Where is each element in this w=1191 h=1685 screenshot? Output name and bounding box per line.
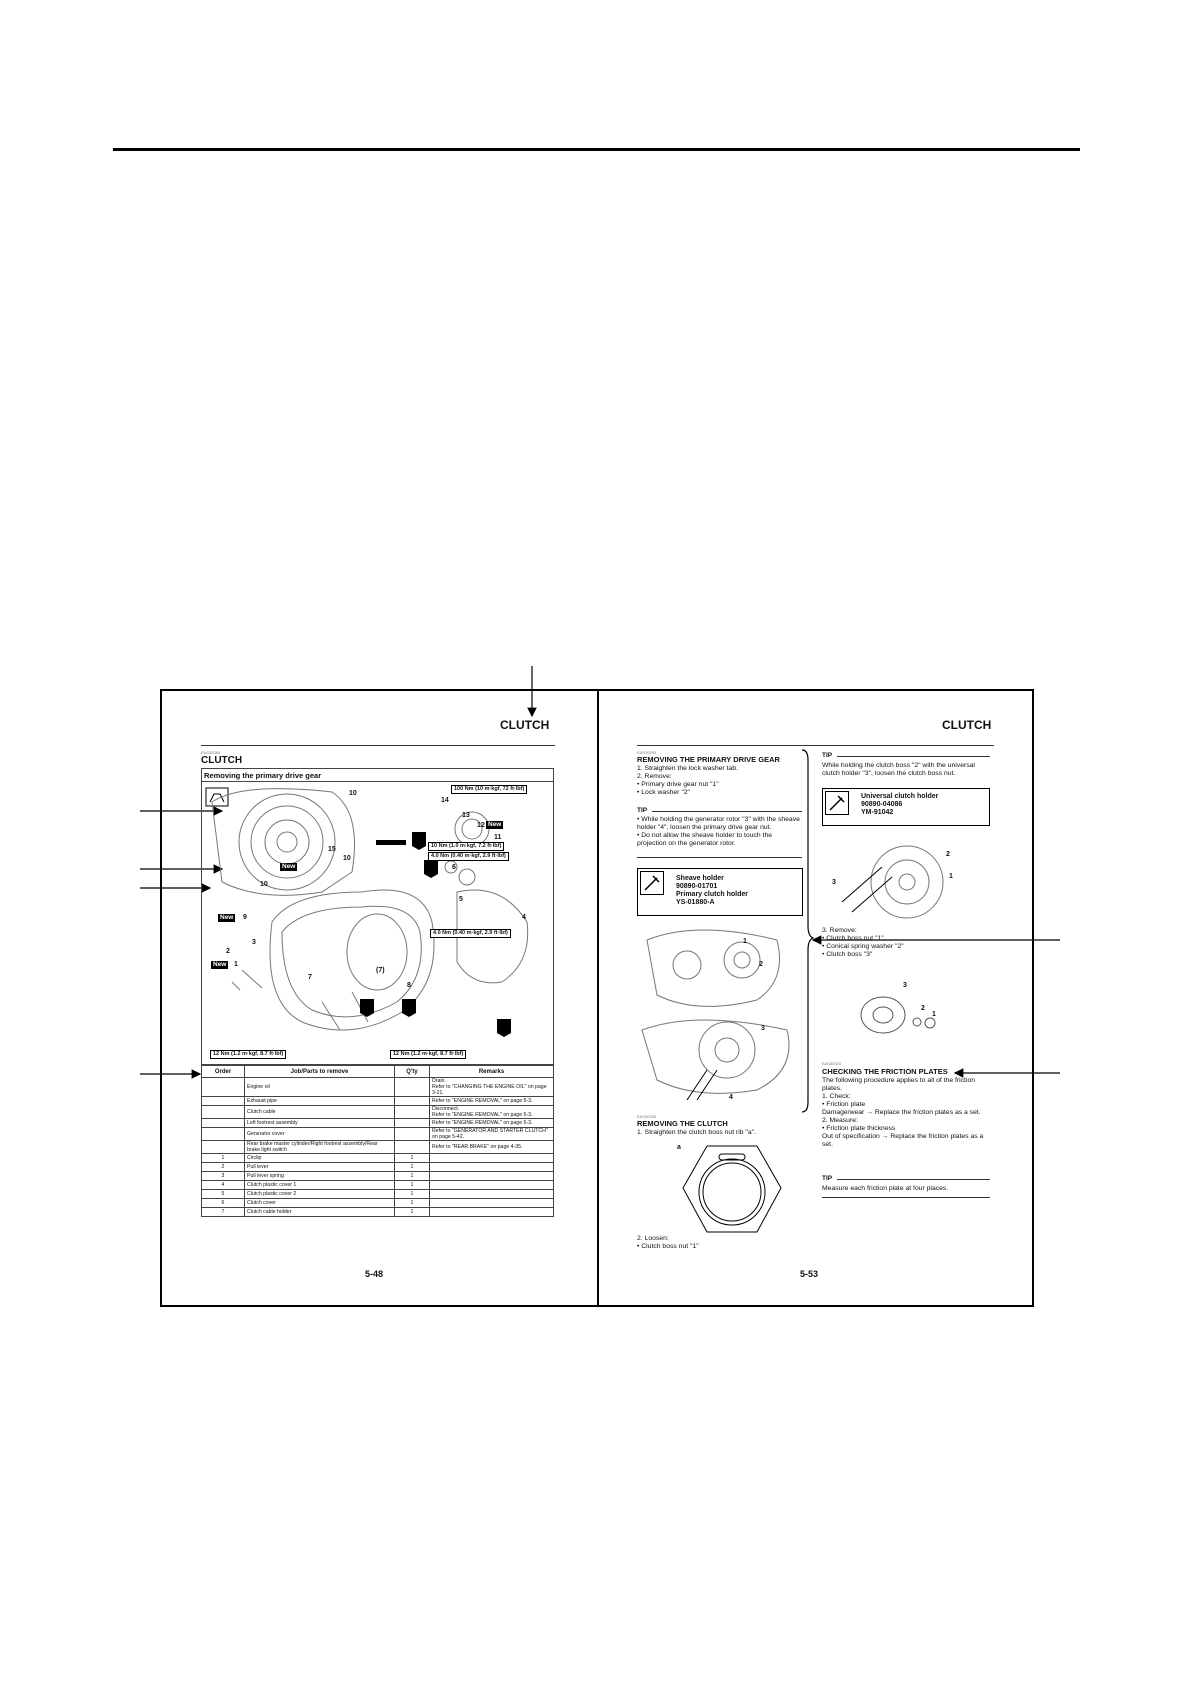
part-cell: Clutch cover (245, 1199, 395, 1208)
primary-drive-gear-photos (637, 920, 802, 1100)
rib-callout: a (677, 1144, 681, 1151)
order-cell: 7 (202, 1208, 245, 1217)
tip-rule (652, 811, 802, 812)
tip-text: While holding the clutch boss "2" with the universal clutch holder "3", loosen the clutch boss nut. (822, 762, 975, 777)
qty-cell: 1 (395, 1172, 430, 1181)
parts-callout: 1 (932, 1011, 936, 1018)
remarks-cell: Refer to "ENGINE REMOVAL" on page 5-3. (430, 1097, 554, 1106)
part-cell: Generator cover (245, 1128, 395, 1141)
parts-table (201, 1065, 554, 1217)
part-cell: Clutch cable (245, 1106, 395, 1119)
tip-rule (837, 1179, 990, 1180)
table-header-row (202, 1066, 554, 1078)
torque-spec: 4.0 Nm (0.40 m·kgf, 2.9 ft·lbf) (430, 929, 511, 938)
table-row (202, 1190, 554, 1199)
remarks-cell: Refer to "ENGINE REMOVAL" on page 5-3. (430, 1119, 554, 1128)
part-callout: 2 (226, 948, 230, 955)
left-header-rule (201, 745, 555, 746)
torque-spec: 12 Nm (1.2 m·kgf, 8.7 ft·lbf) (390, 1050, 466, 1059)
section-code: EAS30300 (637, 1114, 657, 1119)
left-section-title: CLUTCH (201, 755, 243, 766)
parts-callout: 2 (921, 1005, 925, 1012)
order-cell: 5 (202, 1190, 245, 1199)
right-header-rule (637, 745, 994, 746)
photo-callout: 1 (949, 873, 953, 880)
section-title-removing-clutch: REMOVING THE CLUTCH (637, 1119, 728, 1128)
exploded-diagram (201, 768, 554, 1065)
part-callout: 1 (234, 961, 238, 968)
section-code: EAS30310 (822, 1061, 842, 1066)
remarks-cell (430, 1172, 554, 1181)
special-tool-text: Sheave holder 90890-01701 Primary clutch holder YS-01880-A (676, 875, 748, 906)
section-text: The following procedure applies to all of the friction plates. 1. Check: • Friction plate Damage/wear → Replace the friction plates as a set. 2. Measure: • Friction plate thickness Out of specification → Replace the friction plates as a set. (822, 1077, 984, 1148)
part-callout: 14 (441, 797, 449, 804)
qty-cell (395, 1078, 430, 1097)
tip-text: Measure each friction plate at four places. (822, 1185, 949, 1192)
qty-cell: 1 (395, 1208, 430, 1217)
part-cell: Clutch plastic cover 1 (245, 1181, 395, 1190)
part-callout: 10 (260, 881, 268, 888)
remarks-cell: Refer to "GENERATOR AND STARTER CLUTCH" on page 5-42. (430, 1128, 554, 1141)
torque-spec: 10 Nm (1.0 m·kgf, 7.2 ft·lbf) (428, 842, 504, 851)
photo-callout: 3 (761, 1025, 765, 1032)
parts-table-body (202, 1078, 554, 1217)
new-part-tag: New (488, 821, 502, 828)
section-title-checking-friction-plates: CHECKING THE FRICTION PLATES (822, 1067, 948, 1076)
qty-cell (395, 1106, 430, 1119)
part-cell: Engine oil (245, 1078, 395, 1097)
part-callout: 11 (494, 834, 502, 841)
qty-cell: 1 (395, 1181, 430, 1190)
table-row (202, 1128, 554, 1141)
part-callout: 3 (252, 939, 256, 946)
section-text: 1. Straighten the lock washer tab. 2. Remove: • Primary drive gear nut "1" • Lock washer "2" (637, 765, 738, 796)
clutch-holder-photo (822, 832, 987, 927)
part-cell: Rear brake master cylinder/Right footrest assembly/Rear brake light switch (245, 1141, 395, 1154)
table-row (202, 1172, 554, 1181)
part-callout: 5 (459, 896, 463, 903)
photo-callout: 4 (729, 1094, 733, 1101)
part-cell: Clutch plastic cover 2 (245, 1190, 395, 1199)
part-cell: Clutch cable holder (245, 1208, 395, 1217)
column-header: Job/Parts to remove (245, 1066, 395, 1078)
order-cell (202, 1097, 245, 1106)
diagram-title: Removing the primary drive gear (204, 771, 322, 780)
table-row (202, 1141, 554, 1154)
tip-end-rule (822, 1197, 990, 1198)
part-cell: Pull lever (245, 1163, 395, 1172)
tip-text: • While holding the generator rotor "3" with the sheave holder "4", loosen the primary drive gear nut. • Do not allow the sheave holder to touch the projection on the generator rotor. (637, 816, 800, 847)
part-callout: 10 (349, 790, 357, 797)
top-rule (113, 148, 1080, 151)
part-callout: 4 (522, 914, 526, 921)
part-cell: Left footrest assembly (245, 1119, 395, 1128)
part-callout: (7) (376, 967, 385, 974)
part-callout: 7 (308, 974, 312, 981)
column-brace (800, 748, 814, 1114)
left-page-number: 5-48 (365, 1269, 384, 1279)
photo-callout: 2 (759, 961, 763, 968)
remarks-cell: Drain. Refer to "CHANGING THE ENGINE OIL" on page 3-21. (430, 1078, 554, 1097)
table-row (202, 1119, 554, 1128)
section-code: EAS30290 (637, 750, 657, 755)
part-cell: Circlip (245, 1154, 395, 1163)
order-cell (202, 1119, 245, 1128)
remarks-cell (430, 1199, 554, 1208)
torque-spec: 12 Nm (1.2 m·kgf, 8.7 ft·lbf) (210, 1050, 286, 1059)
part-callout: 8 (407, 982, 411, 989)
part-callout: 9 (243, 914, 247, 921)
part-callout: 13 (462, 812, 470, 819)
remarks-cell (430, 1208, 554, 1217)
table-row (202, 1181, 554, 1190)
torque-spec: 4.0 Nm (0.40 m·kgf, 2.9 ft·lbf) (428, 852, 509, 861)
part-callout: 6 (452, 864, 456, 871)
qty-cell: 1 (395, 1154, 430, 1163)
tip-label: TIP (822, 1175, 833, 1182)
qty-cell (395, 1119, 430, 1128)
section-text: 1. Straighten the clutch boss nut rib "a". (637, 1129, 756, 1136)
remarks-cell: Disconnect. Refer to "ENGINE REMOVAL" on page 5-3. (430, 1106, 554, 1119)
order-cell (202, 1141, 245, 1154)
new-part-tag: New (213, 961, 227, 968)
table-row (202, 1199, 554, 1208)
part-cell: Exhaust pipe (245, 1097, 395, 1106)
right-page-header: CLUTCH (942, 718, 992, 732)
remarks-cell: Refer to "REAR BRAKE" on page 4-35. (430, 1141, 554, 1154)
table-row (202, 1208, 554, 1217)
torque-spec: 100 Nm (10 m·kgf, 72 ft·lbf) (451, 785, 527, 794)
new-part-tag: New (282, 863, 296, 870)
remarks-cell (430, 1154, 554, 1163)
part-callout: 15 (328, 846, 336, 853)
table-row (202, 1106, 554, 1119)
qty-cell: 1 (395, 1199, 430, 1208)
remove-steps-text: 3. Remove: • Clutch boss nut "1" • Conical spring washer "2" • Clutch boss "3" (822, 927, 904, 958)
part-cell: Pull lever spring (245, 1172, 395, 1181)
order-cell (202, 1128, 245, 1141)
section-title-primary-drive-gear: REMOVING THE PRIMARY DRIVE GEAR (637, 755, 780, 764)
tip-end-rule (637, 857, 802, 858)
table-row (202, 1154, 554, 1163)
order-cell: 3 (202, 1172, 245, 1181)
special-tool-icon (825, 791, 849, 815)
photo-callout: 3 (832, 879, 836, 886)
new-part-tag: New (220, 914, 234, 921)
tip-rule (837, 756, 990, 757)
order-cell: 2 (202, 1163, 245, 1172)
remarks-cell (430, 1181, 554, 1190)
special-tool-text: Universal clutch holder 90890-04086 YM-91042 (861, 793, 939, 816)
remarks-cell (430, 1190, 554, 1199)
column-header: Q'ty (395, 1066, 430, 1078)
parts-callout: 3 (903, 982, 907, 989)
right-page-number: 5-53 (800, 1269, 819, 1279)
qty-cell (395, 1128, 430, 1141)
order-cell (202, 1106, 245, 1119)
tip-label: TIP (822, 752, 833, 759)
remarks-cell (430, 1163, 554, 1172)
qty-cell (395, 1097, 430, 1106)
order-cell (202, 1078, 245, 1097)
qty-cell: 1 (395, 1163, 430, 1172)
page-divider (597, 689, 599, 1307)
part-callout: 10 (343, 855, 351, 862)
order-cell: 1 (202, 1154, 245, 1163)
section-text: 2. Loosen: • Clutch boss nut "1" (637, 1235, 699, 1250)
special-tool-box (637, 868, 803, 916)
table-row (202, 1078, 554, 1097)
tip-label: TIP (637, 807, 648, 814)
special-tool-box (822, 788, 990, 826)
qty-cell (395, 1141, 430, 1154)
column-header: Remarks (430, 1066, 554, 1078)
special-tool-icon (640, 871, 664, 895)
table-row (202, 1163, 554, 1172)
order-cell: 6 (202, 1199, 245, 1208)
order-cell: 4 (202, 1181, 245, 1190)
left-page-header: CLUTCH (500, 718, 550, 732)
clutch-boss-nut-figure (677, 1142, 787, 1237)
photo-callout: 1 (743, 938, 747, 945)
left-section-code: EAS30280 (201, 750, 221, 755)
column-header: Order (202, 1066, 245, 1078)
photo-callout: 2 (946, 851, 950, 858)
part-callout: 12 (477, 822, 485, 829)
qty-cell: 1 (395, 1190, 430, 1199)
table-row (202, 1097, 554, 1106)
